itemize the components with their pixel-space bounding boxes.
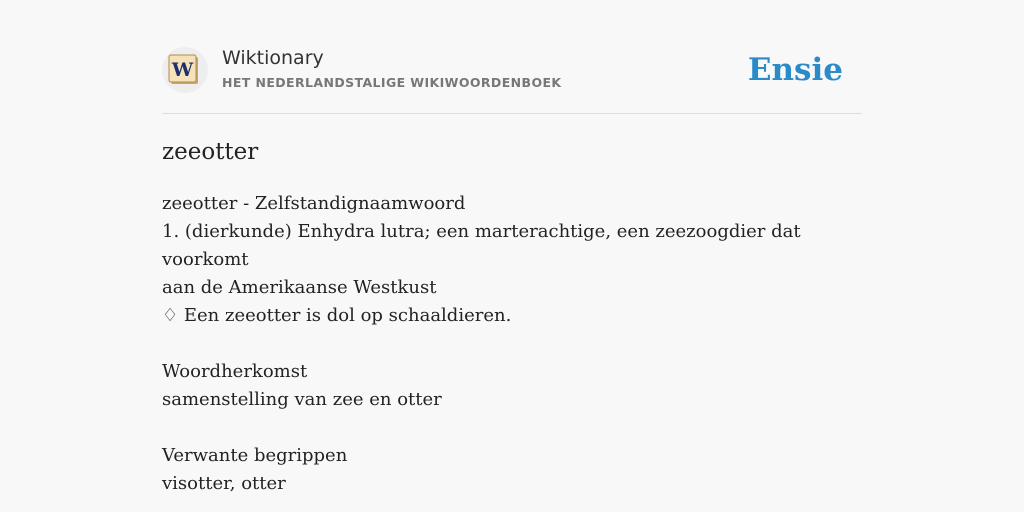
etymology-heading: Woordherkomst bbox=[162, 361, 308, 382]
page-container bbox=[162, 0, 862, 494]
page-title: zeeotter bbox=[162, 139, 259, 165]
definition-line-1: 1. (dierkunde) Enhydra lutra; een marterachtige, een zeezoogdier dat voorkomt bbox=[162, 221, 801, 270]
brand-logo[interactable]: Ensie bbox=[747, 52, 843, 88]
site-subtitle: HET NEDERLANDSTALIGE WIKIWOORDENBOEK bbox=[222, 75, 562, 90]
site-header bbox=[162, 0, 862, 114]
wiktionary-logo-icon[interactable] bbox=[162, 47, 208, 93]
word-class-line: zeeotter - Zelfstandignaamwoord bbox=[162, 193, 466, 214]
definition-line-2: aan de Amerikaanse Westkust bbox=[162, 277, 437, 298]
site-title[interactable]: Wiktionary bbox=[222, 47, 324, 69]
etymology-text: samenstelling van zee en otter bbox=[162, 389, 442, 410]
wiktionary-tile-icon bbox=[167, 52, 203, 88]
example-sentence: ♢ Een zeeotter is dol op schaaldieren. bbox=[162, 305, 512, 326]
related-text: visotter, otter bbox=[162, 473, 286, 494]
related-heading: Verwante begrippen bbox=[162, 445, 348, 466]
logo-letter: W bbox=[171, 59, 194, 81]
spacer bbox=[162, 414, 862, 442]
spacer bbox=[162, 330, 862, 358]
entry-content bbox=[162, 190, 862, 498]
